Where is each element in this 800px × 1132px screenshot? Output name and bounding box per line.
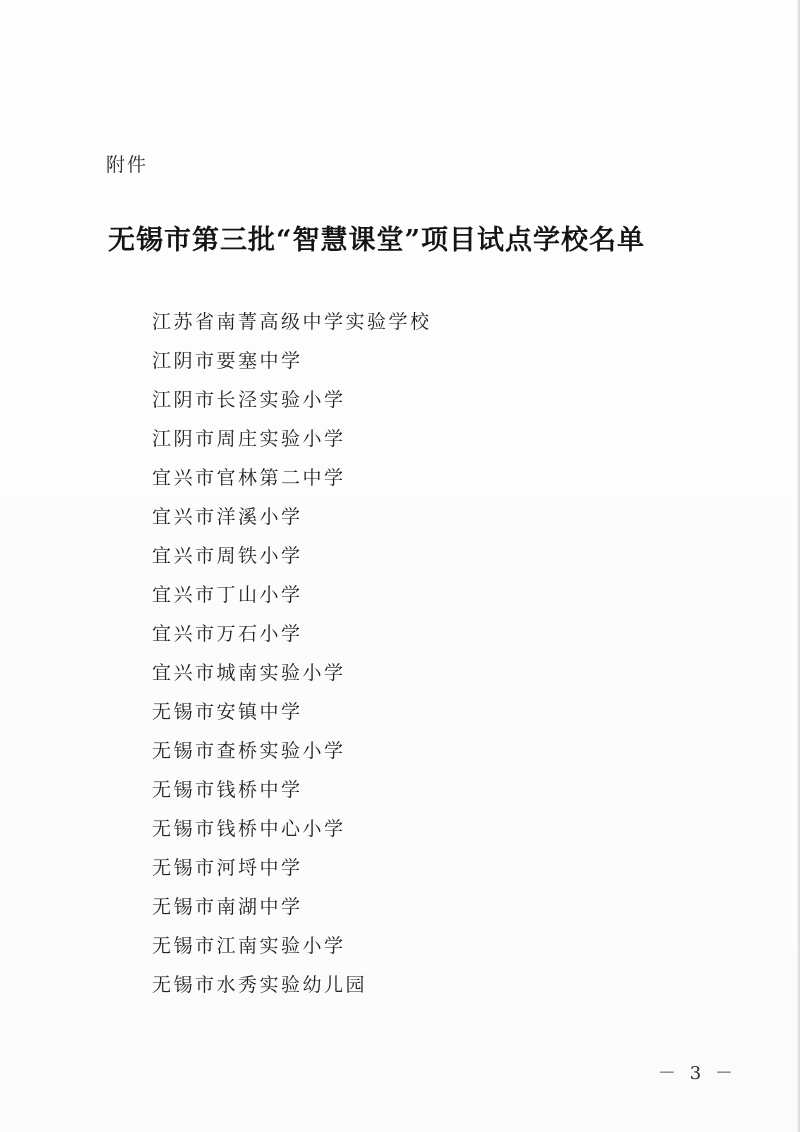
list-item: 无锡市南湖中学 [152, 896, 303, 918]
list-item: 江阴市要塞中学 [152, 350, 303, 372]
list-item: 无锡市钱桥中学 [152, 779, 303, 801]
list-item: 宜兴市洋溪小学 [152, 506, 303, 528]
list-item: 无锡市查桥实验小学 [152, 740, 346, 762]
list-item: 江阴市长泾实验小学 [152, 389, 346, 411]
list-item: 宜兴市官林第二中学 [152, 467, 346, 489]
attachment-label: 附件 [106, 154, 149, 176]
school-list [152, 303, 432, 1005]
list-item: 无锡市水秀实验幼儿园 [152, 974, 368, 996]
list-item: 无锡市河埒中学 [152, 857, 303, 879]
list-item: 宜兴市万石小学 [152, 623, 303, 645]
list-item: 无锡市安镇中学 [152, 701, 303, 723]
list-item: 无锡市江南实验小学 [152, 935, 346, 957]
list-item: 宜兴市丁山小学 [152, 584, 303, 606]
list-item: 宜兴市城南实验小学 [152, 662, 346, 684]
document-title: 无锡市第三批“智慧课堂”项目试点学校名单 [108, 225, 646, 256]
list-item: 江苏省南菁高级中学实验学校 [152, 311, 432, 333]
list-item: 无锡市钱桥中心小学 [152, 818, 346, 840]
list-item: 宜兴市周铁小学 [152, 545, 303, 567]
list-item: 江阴市周庄实验小学 [152, 428, 346, 450]
page-number: － 3 － [658, 1063, 737, 1084]
